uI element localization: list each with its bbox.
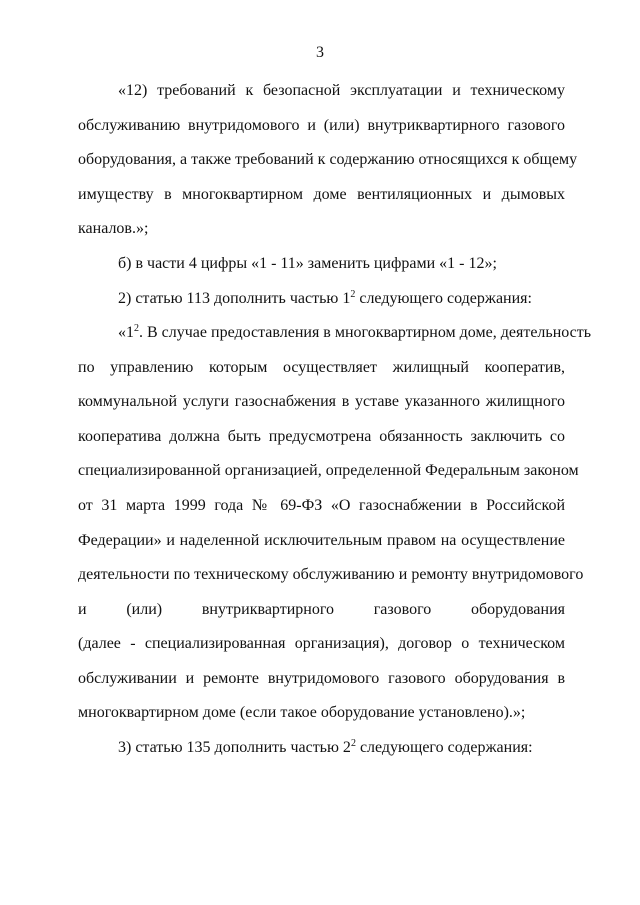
text-line: каналов.»; — [78, 220, 149, 237]
text-line: (далее - специализированная организация), договор о техническом — [78, 635, 565, 652]
text-line: коммунальной услуги газоснабжения в уставе указанного жилищного — [78, 393, 565, 410]
text-segment: следующего содержания: — [355, 290, 532, 307]
text-line: кооператива должна быть предусмотрена обязанность заключить со — [78, 428, 565, 445]
text-segment: . В случае предоставления в многоквартирном доме, деятельность — [139, 324, 592, 341]
page-number: 3 — [316, 44, 324, 61]
text-segment: 2) статью 113 дополнить частью 1 — [118, 290, 351, 307]
text-line: Федерации» и наделенной исключительным правом на осуществление — [78, 532, 565, 549]
text-line: и (или) внутриквартирного газового оборудования — [78, 601, 565, 618]
superscript: 2 — [350, 289, 356, 300]
text-line: имуществу в многоквартирном доме вентиляционных и дымовых — [78, 186, 565, 203]
text-line: «12) требований к безопасной эксплуатации и техническому — [118, 82, 565, 99]
text-line: от 31 марта 1999 года № 69-ФЗ «О газоснабжении в Российской — [78, 497, 565, 514]
text-line: обслуживанию внутридомового и (или) внутриквартирного газового — [78, 117, 565, 134]
text-segment: следующего содержания: — [355, 739, 533, 756]
superscript: 2 — [134, 323, 139, 334]
text-line: оборудования, а также требований к содержанию относящихся к общему — [78, 151, 578, 168]
text-line: б) в части 4 цифры «1 - 11» заменить цифрами «1 - 12»; — [118, 255, 497, 272]
text-line — [118, 323, 592, 343]
text-line: по управлению которым осуществляет жилищный кооператив, — [78, 359, 565, 376]
text-segment: «1 — [118, 324, 134, 341]
superscript: 2 — [350, 738, 356, 749]
text-line: многоквартирном доме (если такое оборудование установлено).»; — [78, 704, 526, 721]
text-segment: 3) статью 135 дополнить частью 2 — [118, 739, 351, 756]
text-line: специализированной организацией, определенной Федеральным законом — [78, 462, 579, 479]
text-line — [118, 738, 565, 758]
text-line: обслуживании и ремонте внутридомового газового оборудования в — [78, 670, 565, 687]
text-line — [118, 289, 565, 309]
text-line: деятельности по техническому обслуживанию и ремонту внутридомового — [78, 566, 584, 583]
